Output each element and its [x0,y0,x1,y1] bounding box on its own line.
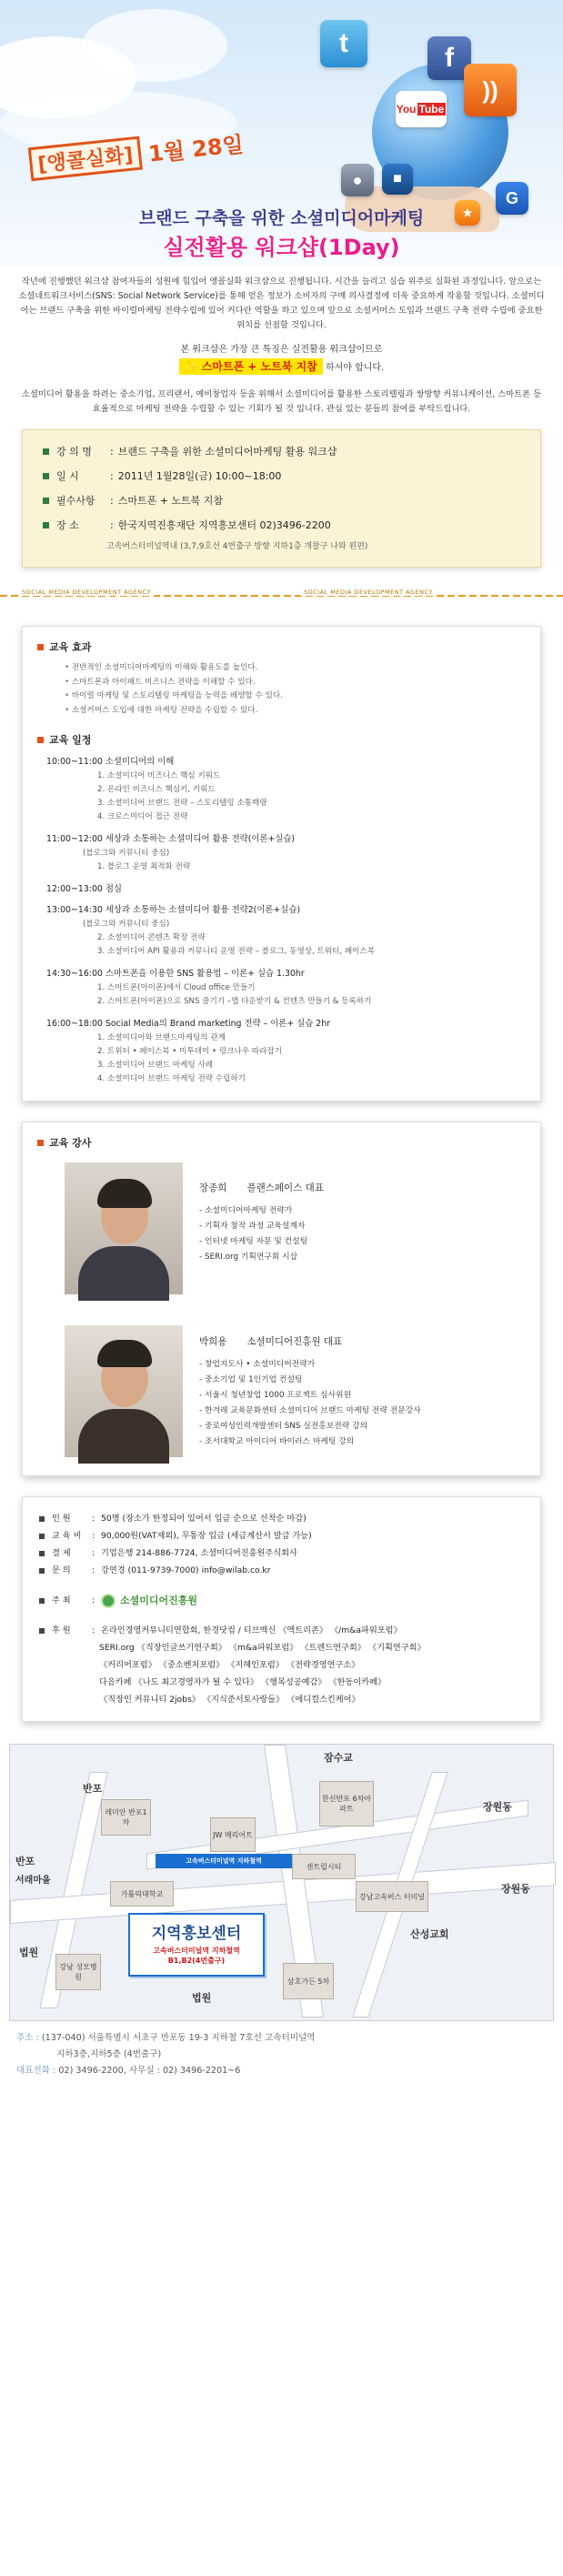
schedule-item: (블로그와 커뮤니티 중심) [83,849,170,858]
registration-info-card [22,1496,541,1722]
map-label: 서래마을 [15,1876,51,1886]
host-row: 주 최 : 소셜미디어진흥원 [39,1592,524,1609]
schedule-item: 3. 소셜미디어 API 활용과 커뮤니티 운영 전략 – 블로그, 동영상, 트위터, 페이스북 [97,947,376,956]
info-key: 필수사항 [56,495,96,507]
divider-band [0,579,563,611]
list-item: - 창업지도사 • 소셜미디어전략가 [199,1357,421,1373]
info-value: 2011년 1월28일(금) 10:00~18:00 [117,470,282,482]
teacher-name-text: 박희용 [199,1336,227,1347]
feature-highlight-text: 스마트폰 + 노트북 지참 [201,360,317,373]
effects-list [37,661,526,718]
teacher-profile [65,1162,520,1294]
address: (137-040) 서울특별시 서초구 반포동 19-3 지하철 7호선 고속터미널역 [41,2033,316,2043]
map-center-sub: 고속버스터미널역 지하철역 [153,1947,240,1955]
info-row: 장 소 : 한국지역진흥재단 지역흥보센터 02)3496-2200 [43,513,520,538]
schedule-block-title: 10:00~11:00 소셜미디어의 이해 [46,757,175,767]
list-item: - 중로여성인력개발센터 SNS 실전홍보전략 강의 [199,1419,421,1434]
info-key: 강 의 명 [56,446,92,458]
host-label: 주 최 [52,1595,71,1605]
divider-text: SOCIAL MEDIA DEVELOPMENT AGENCY [18,589,155,596]
intro-section [0,266,563,417]
list-item: - 조서대학교 아이디어 바이러스 마케팅 강의 [199,1434,421,1450]
info-value: 스마트폰 + 노트북 지참 [117,495,224,507]
list-item: - 인터넷 마케팅 자문 및 컨설팅 [199,1234,324,1250]
feature-note [18,342,545,377]
bullet-square-icon [39,1534,45,1539]
map-label: 잠수교 [324,1752,353,1764]
reg-row: 인 원 : 50명 (장소가 한정되어 있어서 입금 순으로 선착순 마감) [39,1510,524,1527]
teacher-photo [65,1162,183,1294]
reg-key: 문 의 [52,1565,71,1575]
feature-line: 본 워크샵은 가장 큰 특징은 실전활용 워크샵이므로 [180,345,383,355]
map-center-sub: B1,B2(4번출구) [167,1957,226,1965]
reg-key: 결 제 [52,1548,71,1558]
sponsor-label: 후 원 [52,1625,71,1635]
map-building: 강남고속버스 터미널 [356,1881,428,1912]
list-item: • 전반적인 소셜미디어마케팅의 이해와 활용도를 높인다. [65,661,526,676]
course-info-box [22,429,541,568]
reg-key: 교 육 비 [52,1531,82,1541]
schedule-title [37,732,526,747]
map-building: 삼호가든 5차 [283,1963,334,1999]
schedule-title-text: 교육 일정 [49,734,92,746]
host-logo-icon [101,1594,116,1608]
bullet-square-icon [37,1140,44,1146]
teachers-card [22,1122,541,1476]
map-building: 센트럴시티 [292,1854,356,1879]
map-building: 강남 성모병원 [55,1954,101,1990]
list-item: • 소셜커머스 도입에 대한 마케팅 전략을 수립할 수 있다. [65,704,526,719]
bullet-square-icon [43,498,49,504]
address-line-2: 지하3층,지하5층 (4번출구) [56,2049,162,2059]
info-row: 일 시 : 2011년 1월28일(금) 10:00~18:00 [43,464,520,488]
map-station-tag: 고속버스터미널역 지하철역 [156,1854,292,1868]
apple-icon: ● [341,164,374,196]
host-logo-text: 소셜미디어진흥원 [120,1595,198,1606]
schedule-item: 2. 트위터 • 페이스북 • 미투데이 • 링크나우 따라잡기 [97,1047,282,1056]
teacher-photo [65,1325,183,1457]
list-item: - 한겨레 교육문화센터 소셜미디어 브랜드 마케팅 전략 전문강사 [199,1404,421,1419]
info-value: 브랜드 구축을 위한 소셜미디어마케팅 활용 워크샵 [117,446,337,458]
footer [0,2021,563,2079]
twitter-icon: t [320,20,367,67]
teachers-title-text: 교육 강사 [49,1137,92,1149]
bullet-square-icon [39,1551,45,1556]
map-building: 가톨릭대학교 [110,1881,174,1907]
reg-value: 기업은행 214-886-7724, 소셜미디어진흥원주식회사 [101,1548,297,1558]
schedule-block-title: 16:00~18:00 Social Media의 Brand marketing 전략 – 이론+ 실습 2hr [46,1019,331,1029]
schedule-block-title: 12:00~13:00 점심 [46,884,122,894]
map-label: 법원 [192,1992,212,2004]
location-sub: 고속버스터미널역내 (3,7,9호선 4번출구 방향 지하1층 개찰구 나와 왼편) [106,542,368,551]
hero-tag-box: [앵콜실화] [28,136,143,182]
address-label: 주소 : [16,2033,39,2043]
schedule-item: 1. 블로그 운영 최적화 전략 [97,862,191,871]
hero-date: 1월 28일 [146,131,246,167]
rss-icon: )) [464,64,517,116]
phone: 02) 3496-2200, 사무실 : 02) 3496-2201~6 [58,2066,241,2076]
windows-icon: ■ [382,164,413,195]
sponsor-line: 《직장인 커뮤니티 2jobs》 《지식준서토사랑들》 《에디컬스킨케어》 [99,1695,360,1705]
phone-label: 대표전화 : [16,2066,56,2076]
reg-value: 90,000원(VAT제외), 무통장 입금 (세금계산서 발급 가능) [101,1531,312,1541]
reg-value[interactable]: 강연경 (011-9739-7000) info@wilab.co.kr [101,1565,271,1575]
intro-paragraph-2: 소셜미디어 활용을 하려는 중소기업, 프리랜서, 예비창업자 등을 위해서 소셜미디어를 활용한 스토리텔링과 쌍방향 커뮤니케이션, 스마트폰 등 효율적으로 마케팅 전략을 수립할 수 있는 기회가 될 것 입니다. 관심 있는 분들의 참여를 부탁드립니다. [21,389,542,414]
bullet-square-icon [39,1628,45,1634]
list-item: - 소셜미디어마케팅 전략가 [199,1203,324,1219]
bullet-square-icon [37,737,44,743]
teachers-title [37,1135,526,1150]
hero-title: 브랜드 구축을 위한 소셜미디어마케팅 [138,208,425,228]
map-label: 반포 [83,1783,103,1795]
map-label: 산성교회 [410,1928,449,1940]
curriculum-card [22,626,541,1102]
schedule-item: 1. 스마트폰(아이폰)에서 Cloud office 만들기 [97,983,256,992]
reg-row: 교 육 비 : 90,000원(VAT제외), 무통장 입금 (세금계산서 발급 가능) [39,1527,524,1545]
info-row: 필수사항 : 스마트폰 + 노트북 지참 [43,488,520,513]
schedule-item: 2. 소셜미디어 콘텐츠 확장 전략 [97,933,206,942]
orange-app-icon: ★ [455,200,480,226]
map-center-title: 지역흥보센터 [151,1925,242,1943]
teacher-role: 소셜미디어진흥원 대표 [246,1336,343,1347]
list-item: • 바이럴 마케팅 및 스토리텔링 마케팅을 능력을 배양할 수 있다. [65,689,526,704]
reg-value: 50명 (장소가 한정되어 있어서 입금 순으로 선착순 마감) [101,1514,307,1524]
bullet-square-icon [37,644,44,650]
list-item: - 기획자 창작 과정 교육설계자 [199,1219,324,1234]
teacher-career-list [199,1203,324,1265]
bullet-square-icon [39,1516,45,1522]
list-item: - SERI.org 기획연구회 시삽 [199,1250,324,1265]
info-value: 한국지역진흥재단 지역흥보센터 02)3496-2200 [117,519,331,531]
teacher-name-text: 장종희 [199,1182,227,1193]
youtube-icon: You Tube [396,91,447,127]
map-building: 레미안 반포1차 [101,1799,151,1836]
feature-after: 하셔야 합니다. [325,363,385,373]
teacher-profile [65,1325,520,1457]
teacher-name [199,1181,324,1194]
sponsor-line: 온라인경영커뮤니티연합회, 한경닷컴 / 티브백신 《엑트리존》 《/m&a파워포럼》 [101,1625,402,1635]
schedule-item: 4. 소셜미디어 브랜드 마케팅 전략 수립하기 [97,1074,246,1083]
reg-row: 결 제 : 기업은행 214-886-7724, 소셜미디어진흥원주식회사 [39,1545,524,1562]
facebook-icon: f [427,36,471,80]
schedule-block-title: 11:00~12:00 세상과 소통하는 소셜미디어 활용 전략(이론+실습) [46,834,296,844]
bullet-square-icon [43,448,49,455]
schedule-item: 2. 온라인 비즈니스 핵심키, 키워드 [97,785,216,794]
map-building: 한신반포 6차아파트 [319,1781,374,1826]
teacher-name [199,1334,421,1348]
effects-title-text: 교육 효과 [49,641,92,653]
list-item: - 중소기업 및 1인기업 컨설팅 [199,1373,421,1388]
schedule-item: 3. 소셜미디어 브랜드 전략 – 스토리텔링 소통백량 [97,799,267,808]
map-center-box [128,1913,265,1977]
bullet-square-icon [39,1568,45,1574]
schedule-item: 4. 크로스미디어 접근 전략 [97,812,188,821]
sponsor-line: 《커리어포럼》 《중소벤처포럼》 《지혜인포럼》 《전략경영연구소》 [99,1660,360,1670]
list-item: • 스마트폰과 아이패드 비즈니스 전략을 이해할 수 있다. [65,676,526,690]
hero-subtitle: 실전활용 워크샵(1Day) [163,235,400,260]
map-label: 반포 [15,1856,35,1867]
divider-text: SOCIAL MEDIA DEVELOPMENT AGENCY [300,589,437,596]
teacher-career-list [199,1357,421,1450]
google-icon: G [496,182,528,215]
schedule-item: 2. 스마트폰(아이폰)으로 SNS 즐기기 –앱 다운받기 & 컨텐츠 만들기 & 등록하기 [97,997,372,1006]
schedule-item: 3. 소셜미디어 브랜드 마케팅 사례 [97,1061,214,1070]
map-label: 법원 [19,1947,39,1958]
hero-banner [0,0,563,266]
schedule-item: 1. 소셜미디어 비즈니스 핵심 키워드 [97,771,221,780]
location-map [9,1744,554,2021]
bullet-square-icon [43,473,49,479]
schedule-block-title: 13:00~14:30 세상과 소통하는 소셜미디어 활용 전략2(이론+실습) [46,905,301,915]
schedule-item: (블로그와 커뮤니티 중심) [83,920,170,929]
bullet-square-icon [39,1598,45,1604]
list-item: - 서울시 청년창업 1000 프로젝트 심사위원 [199,1388,421,1404]
info-key: 일 시 [56,470,79,482]
bullet-square-icon [43,522,49,528]
info-key: 장 소 [56,519,79,531]
feature-highlight: ✨ 스마트폰 + 노트북 지참 [179,358,323,375]
reg-key: 인 원 [52,1514,71,1524]
host-logo [101,1592,197,1609]
sponsor-line: 다음카페 《나도 최고경영자가 될 수 있다》 《행복성공예감》 《한동이카페》 [99,1677,387,1687]
map-building: JW 메리어트 [210,1817,256,1852]
schedule-item: 1. 소셜미디어와 브랜드마케팅의 관계 [97,1033,226,1042]
teacher-role: 플랜스페이스 대표 [246,1182,324,1193]
reg-row: 문 의 : 강연경 (011-9739-7000) info@wilab.co.kr [39,1562,524,1579]
schedule-block-title: 14:30~16:00 스마트폰을 이용한 SNS 활용법 – 이론+ 실습 1.30hr [46,969,305,979]
map-label: 장원동 [483,1801,512,1813]
map-label: 장원동 [501,1883,530,1895]
sponsor-line: SERI.org 《직장인글쓰기연구회》 《m&a파워포럼》 《트렌드연구회》 《기획연구회》 [99,1643,426,1653]
intro-paragraph: 작년에 진행했던 워크샵 참여자들의 성원에 힘입어 앵콜실화 워크샵으로 진행됩니다. 시간을 늘리고 실습 위주로 실화된 과정입니다. 앞으로는 소셜네트워크서비스(SNS: Social Network Service)를 통해 얻은 정보가 소비자의 구매 의사결정에 더욱 중요하게 작용할 것입니다. 소셜미디어는 브랜드 구축을 위한 바이럴마케팅 전략수립에 있어 커다란 역할을 하고 있으며 앞으로 소셜커머스 도입과 브랜드 구축 전략 수립에 중요한 위치를 선점할 것입니다. [18,277,545,330]
schedule-list [37,754,526,1086]
effects-title [37,639,526,654]
info-row: 강 의 명 : 브랜드 구축을 위한 소셜미디어마케팅 활용 워크샵 [43,439,520,464]
sponsor-row: 후 원 : 온라인경영커뮤니티연합회, 한경닷컴 / 티브백신 《엑트리존》 《/m&a파워포럼》 [39,1622,524,1639]
